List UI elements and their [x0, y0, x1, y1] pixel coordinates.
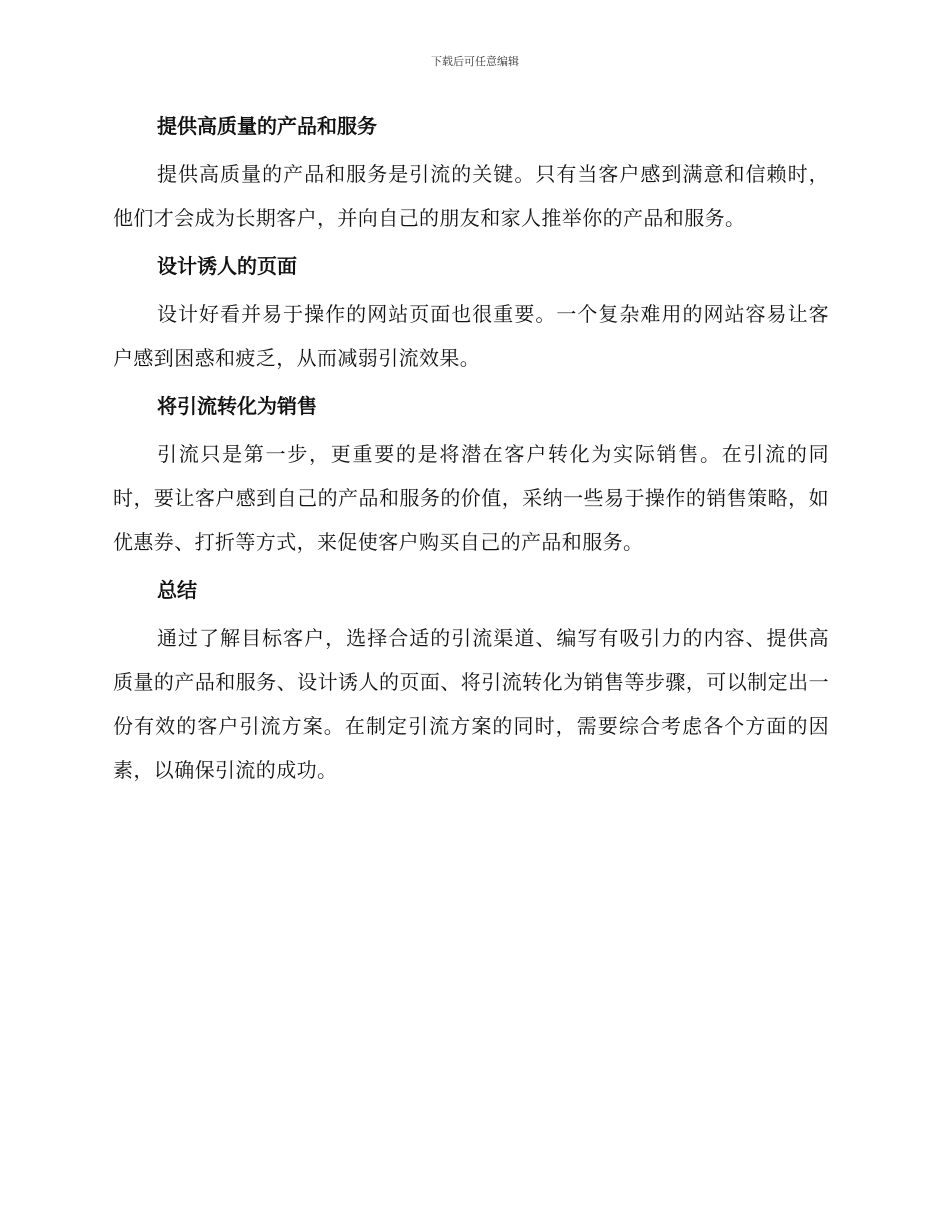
section-paragraph: 提供高质量的产品和服务是引流的关键。只有当客户感到满意和信赖时，他们才会成为长期客户，并向自己的朋友和家人推举你的产品和服务。 — [113, 162, 829, 230]
section-paragraph: 通过了解目标客户，选择合适的引流渠道、编写有吸引力的内容、提供高质量的产品和服务、设计诱人的页面、将引流转化为销售等步骤，可以制定出一份有效的客户引流方案。在制定引流方案的同时，需要综合考虑各个方面的因素，以确保引流的成功。 — [113, 626, 829, 782]
section-conversion — [113, 388, 829, 564]
document-body — [113, 108, 829, 800]
section-heading: 设计诱人的页面 — [157, 254, 297, 278]
section-heading: 总结 — [157, 578, 197, 602]
section-paragraph: 设计好看并易于操作的网站页面也很重要。一个复杂难用的网站容易让客户感到困惑和疲乏，从而减弱引流效果。 — [113, 302, 829, 370]
section-heading: 提供高质量的产品和服务 — [157, 114, 377, 138]
section-heading: 将引流转化为销售 — [157, 394, 317, 418]
section-paragraph: 引流只是第一步，更重要的是将潜在客户转化为实际销售。在引流的同时，要让客户感到自己的产品和服务的价值，采纳一些易于操作的销售策略，如优惠券、打折等方式，来促使客户购买自己的产品和服务。 — [113, 442, 829, 554]
section-page-design — [113, 248, 829, 380]
section-quality — [113, 108, 829, 240]
section-summary — [113, 572, 829, 792]
page-header: 下载后可任意编辑 — [431, 55, 519, 68]
